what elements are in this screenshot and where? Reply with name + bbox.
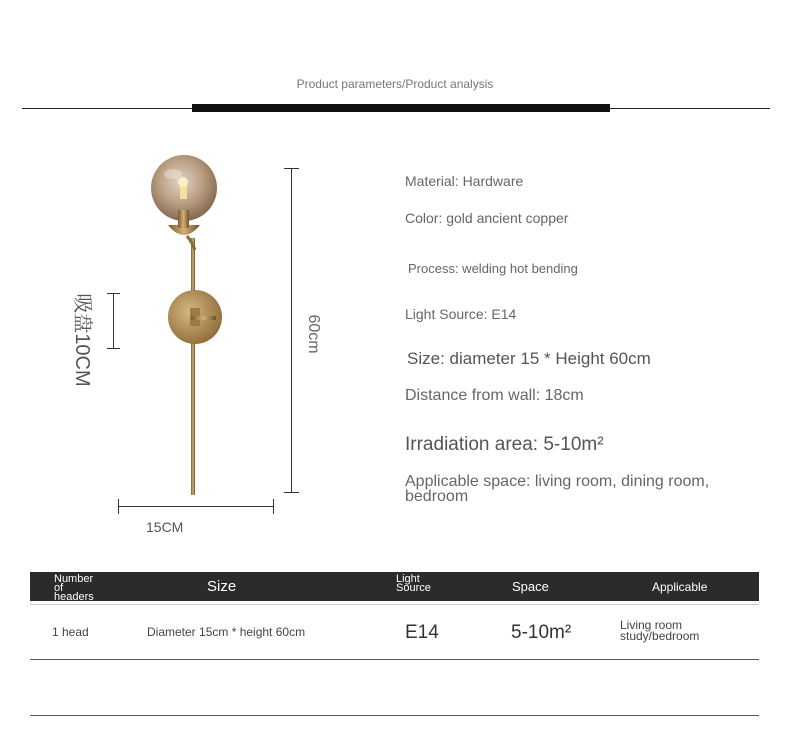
width-dimension-line — [118, 506, 274, 507]
column-header-headers-line3: headers — [54, 591, 94, 603]
cell-applicable-line2: study/bedroom — [620, 629, 700, 643]
column-header-source-line2: Source — [396, 582, 431, 594]
spec-color: Color: gold ancient copper — [405, 210, 569, 226]
column-header-source-line1: Light — [396, 573, 420, 585]
column-header-headers — [54, 575, 114, 602]
cell-headers: 1 head — [52, 625, 89, 639]
cell-size: Diameter 15cm * height 60cm — [147, 625, 306, 639]
spec-applicable: Applicable space: living room, dining room, bedroom — [405, 473, 710, 505]
width-dimension-label: 15CM — [146, 519, 184, 535]
height-dimension-tick-top — [284, 168, 299, 169]
suction-dimension-tick-top — [107, 293, 120, 294]
spec-process: Process: welding hot bending — [408, 261, 578, 276]
divider-thick — [192, 104, 610, 112]
height-dimension-label: 60cm — [305, 314, 322, 354]
cell-applicable — [620, 620, 730, 642]
cell-space: 5-10m² — [511, 622, 572, 643]
lamp-illustration — [140, 150, 260, 500]
table-row-divider-last — [30, 715, 759, 716]
column-header-headers-line1: Number — [54, 573, 94, 585]
suction-dimension-line — [113, 293, 114, 348]
column-header-headers-line2: of — [54, 582, 64, 594]
table-row-divider-bottom — [30, 659, 759, 660]
cell-light-source: E14 — [405, 622, 439, 643]
suction-dimension-tick-bottom — [107, 348, 120, 349]
spec-material: Material: Hardware — [405, 173, 524, 189]
column-header-light-source — [396, 575, 431, 593]
table-header — [30, 572, 759, 601]
spec-light-source: Light Source: E14 — [405, 306, 517, 322]
spec-size: Size: diameter 15 * Height 60cm — [407, 349, 651, 368]
height-dimension-line — [291, 168, 292, 492]
column-header-applicable: Applicable — [652, 580, 708, 594]
table-row-divider-top — [30, 604, 759, 605]
width-dimension-tick-left — [118, 499, 119, 514]
width-dimension-tick-right — [273, 499, 274, 514]
suction-dimension-label: 吸盘10CM — [71, 293, 93, 387]
column-header-size: Size — [207, 578, 237, 595]
cell-applicable-line1: Living room — [620, 618, 683, 632]
spec-irradiation: Irradiation area: 5-10m² — [405, 434, 604, 455]
spec-distance: Distance from wall: 18cm — [405, 387, 584, 404]
height-dimension-tick-bottom — [284, 492, 299, 493]
column-header-space: Space — [512, 579, 549, 594]
page-title: Product parameters/Product analysis — [296, 77, 494, 91]
wall-lamp-icon — [140, 150, 260, 500]
